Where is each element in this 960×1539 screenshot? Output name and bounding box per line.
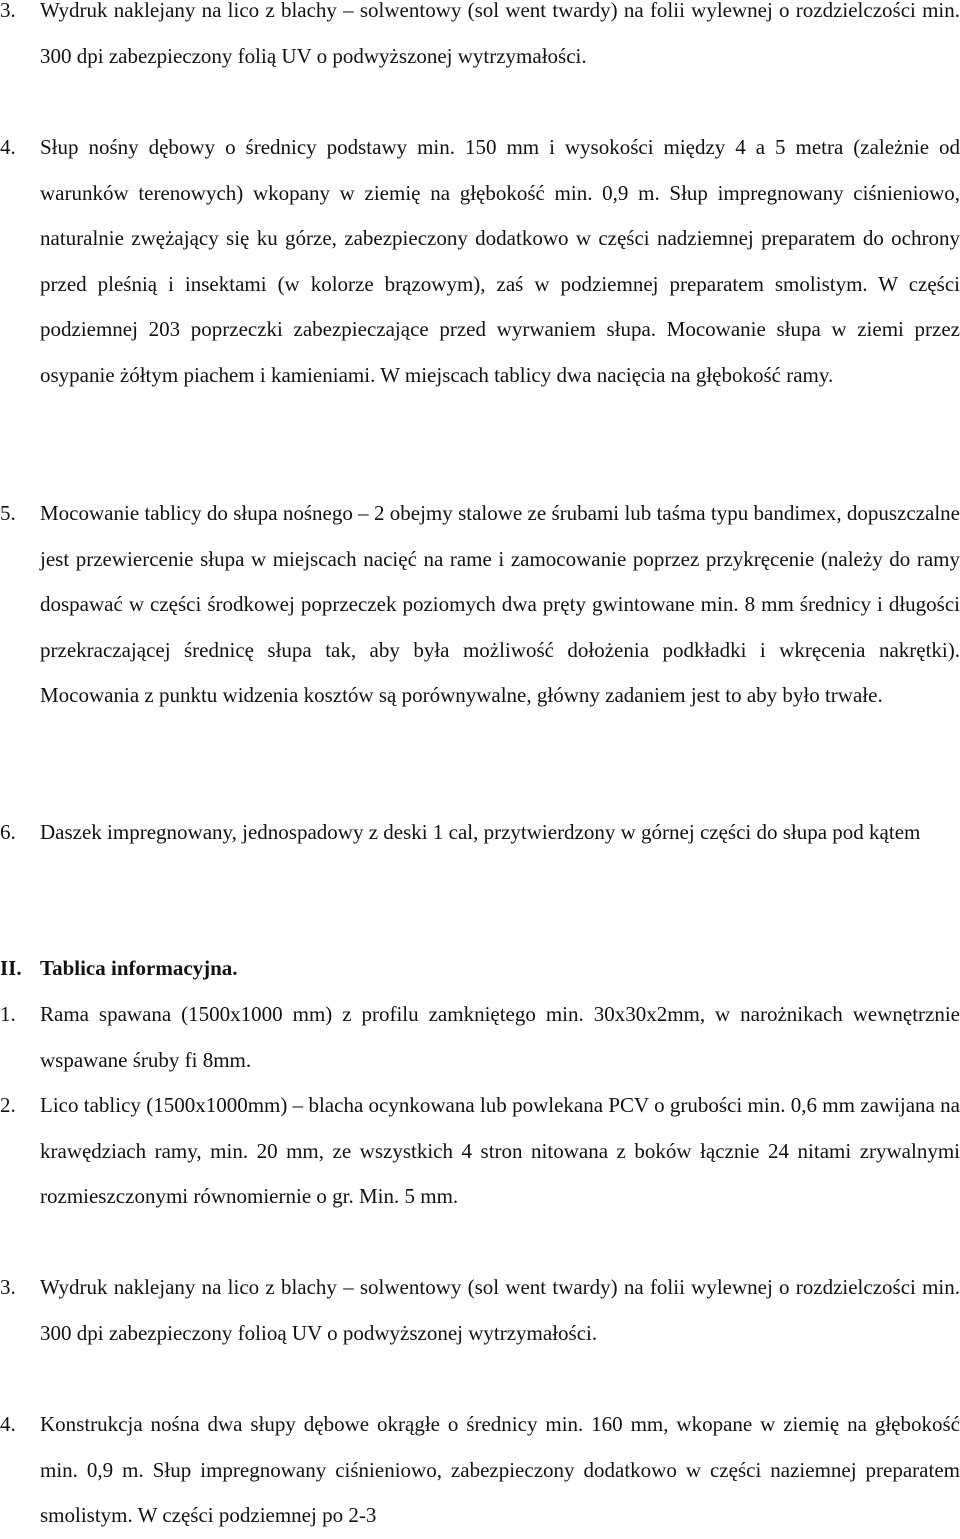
section-heading-number: II.: [0, 956, 22, 980]
item-number: 1.: [0, 1002, 16, 1026]
item-number: 5.: [0, 501, 16, 525]
item-text: Wydruk naklejany na lico z blachy – solwentowy (sol went twardy) na folii wylewnej o rozdzielczości min. 300 dpi zabezpieczony folioą UV o podwyższonej wytrzymałości.: [40, 1275, 960, 1345]
item-text: Wydruk naklejany na lico z blachy – solwentowy (sol went twardy) na folii wylewnej o rozdzielczości min. 300 dpi zabezpieczony folią UV o podwyższonej wytrzymałości.: [40, 0, 960, 68]
section-heading-title: Tablica informacyjna.: [40, 956, 238, 980]
item-text: Mocowanie tablicy do słupa nośnego – 2 obejmy stalowe ze śrubami lub taśma typu bandimex, dopuszczalne jest przewiercenie słupa w miejscach nacięć na rame i zamocowanie poprzez przykręcenie (należy do ramy dospawać w części środkowej poprzeczek poziomych dwa pręty gwintowane min. 8 mm średnicy i długości przekraczającej średnicę słupa tak, aby była możliwość dołożenia podkładki i wkręcenia nakrętki). Mocowania z punktu widzenia kosztów są porównywalne, główny zadaniem jest to aby było trwałe.: [40, 501, 960, 707]
item-number: 2.: [0, 1093, 16, 1117]
list-item: [0, 992, 960, 1083]
list-item: [0, 491, 960, 719]
item-number: 6.: [0, 820, 16, 844]
list-item: [0, 1083, 960, 1220]
list-item: [0, 810, 960, 856]
list-item: [0, 125, 960, 398]
list-item: [0, 1402, 960, 1539]
item-text: Słup nośny dębowy o średnicy podstawy min. 150 mm i wysokości między 4 a 5 metra (zależnie od warunków terenowych) wkopany w ziemię na głębokość min. 0,9 m. Słup impregnowany ciśnieniowo, naturalnie zwężający się ku górze, zabezpieczony dodatkowo w części nadziemnej preparatem do ochrony przed pleśnią i insektami (w kolorze brązowym), zaś w podziemnej preparatem smolistym. W części podziemnej 203 poprzeczki zabezpieczające przed wyrwaniem słupa. Mocowanie słupa w ziemi przez osypanie żółtym piachem i kamieniami. W miejscach tablicy dwa nacięcia na głębokość ramy.: [40, 135, 960, 387]
list-item: [0, 1265, 960, 1356]
list-item: [0, 0, 960, 79]
item-number: 3.: [0, 1275, 16, 1299]
item-number: 3.: [0, 0, 16, 22]
item-text: Lico tablicy (1500x1000mm) – blacha ocynkowana lub powlekana PCV o grubości min. 0,6 mm zawijana na krawędziach ramy, min. 20 mm, ze wszystkich 4 stron nitowana z boków łącznie 24 nitami zrywalnymi rozmieszczonymi równomiernie o gr. Min. 5 mm.: [40, 1093, 960, 1208]
item-text: Konstrukcja nośna dwa słupy dębowe okrągłe o średnicy min. 160 mm, wkopane w ziemię na głębokość min. 0,9 m. Słup impregnowany ciśnieniowo, zabezpieczony dodatkowo w części naziemnej preparatem smolistym. W części podziemnej po 2-3: [40, 1412, 960, 1527]
item-text: Daszek impregnowany, jednospadowy z deski 1 cal, przytwierdzony w górnej części do słupa pod kątem: [40, 820, 921, 844]
item-text: Rama spawana (1500x1000 mm) z profilu zamkniętego min. 30x30x2mm, w narożnikach wewnętrznie wspawane śruby fi 8mm.: [40, 1002, 960, 1072]
item-number: 4.: [0, 135, 16, 159]
item-number: 4.: [0, 1412, 16, 1436]
section-heading: [0, 946, 238, 992]
